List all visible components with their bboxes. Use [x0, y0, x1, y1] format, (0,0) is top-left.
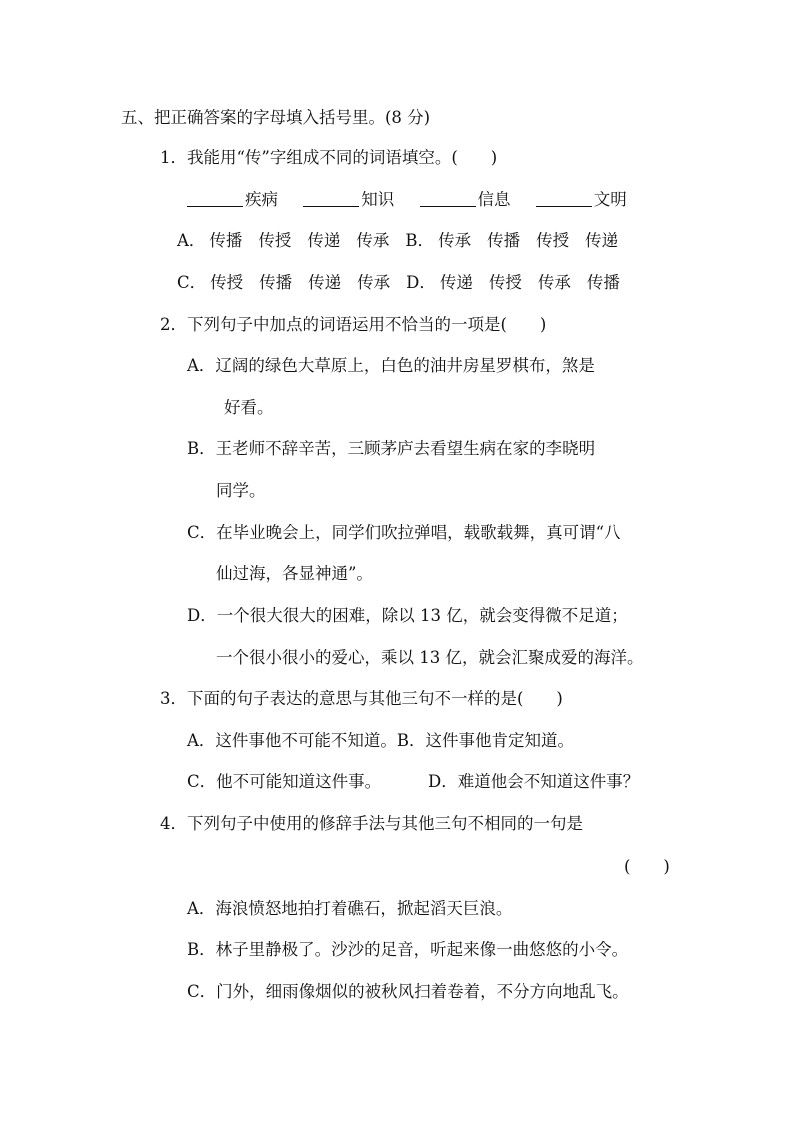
question-4-option-c: C．门外，细雨像烟似的被秋风扫着卷着，不分方向地乱飞。 — [187, 982, 629, 1001]
question-2-option-a-line-2: 好看。 — [224, 398, 274, 417]
question-3-option-c: C．他不可能知道这件事。 — [187, 772, 382, 791]
option-word: 传授 — [210, 273, 244, 292]
option-word: 传递 — [439, 273, 473, 292]
fill-item-4 — [536, 188, 627, 212]
question-1-stem: 1．我能用“传”字组成不同的词语填空。( ) — [160, 148, 498, 167]
question-2-stem: 2．下列句子中加点的词语运用不恰当的一项是( ) — [160, 315, 547, 334]
option-word: 传承 — [537, 273, 571, 292]
fill-word: 信息 — [477, 190, 511, 209]
section-heading: 五、把正确答案的字母填入括号里。(8 分) — [121, 108, 431, 127]
option-word: 传播 — [487, 231, 521, 250]
fill-word: 疾病 — [245, 190, 278, 209]
option-word: 传播 — [586, 273, 620, 292]
fill-word: 知识 — [361, 190, 395, 209]
option-label: B． — [405, 231, 435, 250]
option-word: 传递 — [308, 273, 342, 292]
question-2-option-b-line-2: 同学。 — [216, 481, 266, 500]
question-2-option-c-line-1: C．在毕业晚会上，同学们吹拉弹唱，载歌载舞，真可谓“八 — [187, 523, 621, 542]
answer-blank[interactable] — [187, 188, 243, 207]
question-4-stem: 4．下列句子中使用的修辞手法与其他三句不相同的一句是 — [160, 814, 583, 833]
question-3-stem: 3．下面的句子表达的意思与其他三句不一样的是( ) — [160, 689, 563, 708]
option-word: 传播 — [209, 231, 243, 250]
answer-bracket[interactable]: ( ) — [624, 857, 670, 876]
question-3-options-row-1: A．这件事他不可能不知道。B．这件事他肯定知道。 — [187, 731, 575, 750]
option-word: 传授 — [488, 273, 522, 292]
option-word: 传授 — [258, 231, 292, 250]
fill-item-3 — [420, 188, 511, 212]
question-2-option-d-line-2: 一个很小很小的爱心，乘以 13 亿，就会汇聚成爱的海洋。 — [216, 648, 644, 667]
option-label: C． — [177, 273, 207, 292]
question-4-option-b: B．林子里静极了。沙沙的足音，听起来像一曲悠悠的小令。 — [187, 940, 629, 959]
option-word: 传递 — [585, 231, 619, 250]
option-word: 传承 — [438, 231, 472, 250]
option-word: 传承 — [357, 273, 391, 292]
fill-word: 文明 — [593, 190, 627, 209]
option-label: D． — [406, 273, 436, 292]
question-1-options-row-1 — [177, 229, 634, 253]
fill-item-1 — [187, 188, 278, 212]
question-1-fill-blanks — [187, 188, 647, 212]
option-label: A． — [177, 231, 206, 250]
option-word: 传授 — [536, 231, 570, 250]
fill-item-2 — [303, 188, 394, 212]
question-2-option-c-line-2: 仙过海，各显神通”。 — [216, 564, 373, 583]
question-4-option-a: A．海浪愤怒地拍打着礁石，掀起滔天巨浪。 — [187, 899, 513, 918]
option-word: 传播 — [259, 273, 293, 292]
question-2-option-a-line-1: A．辽阔的绿色大草原上，白色的油井房星罗棋布，煞是 — [187, 356, 595, 375]
answer-blank[interactable] — [536, 188, 592, 207]
option-word: 传承 — [356, 231, 390, 250]
question-2-option-d-line-1: D．一个很大很大的困难，除以 13 亿，就会变得微不足道； — [187, 606, 628, 625]
question-3-option-d: D．难道他会不知道这件事？ — [428, 772, 640, 791]
answer-blank[interactable] — [303, 188, 359, 207]
answer-blank[interactable] — [420, 188, 476, 207]
question-1-options-row-2 — [177, 271, 636, 295]
option-word: 传递 — [307, 231, 341, 250]
question-2-option-b-line-1: B．王老师不辞辛苦，三顾茅庐去看望生病在家的李晓明 — [187, 439, 596, 458]
